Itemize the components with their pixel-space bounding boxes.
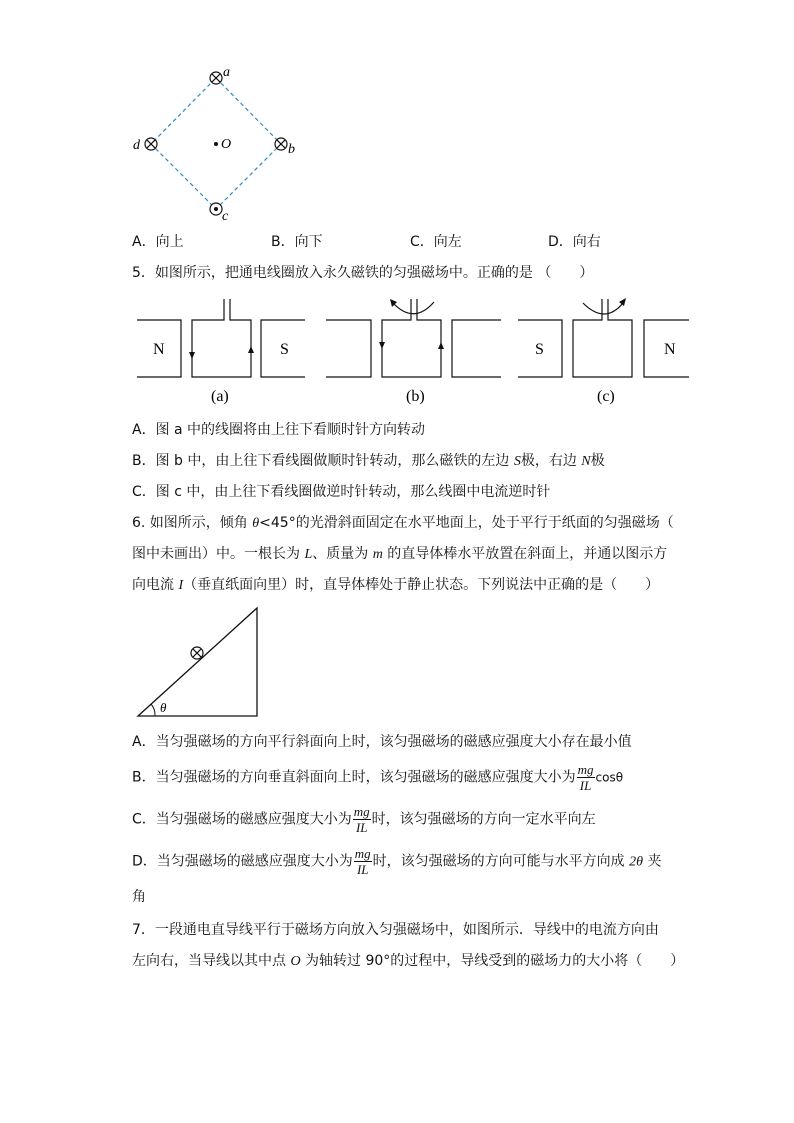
q5-option-b: B．图 b 中，由上往下看线圈做顺时针转动，那么磁铁的左边 S极，右边 N极 — [132, 453, 605, 469]
arrow-down-icon — [379, 342, 385, 349]
wire-b-into-icon — [275, 138, 287, 150]
q5-option-a: A．图 a 中的线圈将由上往下看顺时针方向转动 — [132, 422, 426, 438]
q6-option-b: B．当匀强磁场的方向垂直斜面向上时，该匀强磁场的磁感应强度大小为 $\frac{mg}{IL}$ cosθ — [132, 762, 624, 793]
wire-a-into-icon — [210, 72, 222, 84]
label-o: O — [221, 137, 232, 152]
q6-stem-line1: 6. 如图所示，倾角 θ<45°的光滑斜面固定在水平地面上，处于平行于纸面的匀强磁场（ — [132, 515, 674, 531]
coil-c — [573, 299, 632, 377]
current-into-page-icon — [191, 647, 203, 659]
fraction-mg-il: $\frac{mg}{IL}$ — [353, 804, 370, 835]
q5-stem: 5．如图所示，把通电线圈放入永久磁铁的匀强磁场中。正确的是 （ ） — [132, 265, 594, 281]
arrow-up-icon — [248, 346, 254, 353]
center-dot — [214, 142, 218, 146]
q4-option-d: D．向右 — [548, 234, 601, 250]
q4-option-a: A．向上 — [132, 234, 184, 250]
angle-arc — [151, 704, 155, 716]
q6-stem-line2: 图中未画出）中。一根长为 L、质量为 m 的直导体棒水平放置在斜面上，并通以图示方 — [132, 546, 668, 562]
label-a: a — [223, 65, 230, 80]
q7-stem-line2: 左向右，当导线以其中点 O 为轴转过 90°的过程中，导线受到的磁场力的大小将（ ） — [132, 953, 685, 969]
arrow-down-icon — [189, 352, 195, 359]
rotation-arrow-b-icon — [390, 299, 434, 314]
q5-option-c: C．图 c 中，由上往下看线圈做逆时针转动，那么线圈中电流逆时针 — [132, 484, 551, 500]
label-d: d — [133, 138, 140, 153]
pole-a-left: N — [153, 341, 165, 358]
magnet-b-right — [452, 320, 501, 377]
pole-c-right: N — [664, 341, 676, 358]
q6-option-a: A．当匀强磁场的方向平行斜面向上时，该匀强磁场的磁感应强度大小存在最小值 — [132, 734, 632, 750]
angle-label: θ — [160, 700, 167, 715]
q6-option-d: D．当匀强磁场的磁感应强度大小为 $\frac{mg}{IL}$ 时，该匀强磁场的方向可能与水平方向成 2θ 夹 — [132, 846, 662, 877]
q4-option-b: B．向下 — [271, 234, 323, 250]
fraction-mg-il: $\frac{mg}{IL}$ — [577, 762, 594, 793]
q4-option-c: C．向左 — [410, 234, 462, 250]
incline-triangle — [138, 608, 257, 716]
magnet-b-left — [326, 320, 371, 377]
q6-option-c: C．当匀强磁场的磁感应强度大小为 $\frac{mg}{IL}$ 时，该匀强磁场的方向一定水平向左 — [132, 804, 596, 835]
caption-b: (b) — [406, 388, 425, 405]
q6-option-d-line2: 角 — [132, 889, 146, 905]
q6-stem-line3: 向电流 I（垂直纸面向里）时，直导体棒处于静止状态。下列说法中正确的是（ ） — [132, 577, 660, 593]
label-c: c — [222, 209, 229, 224]
rotation-arrow-c-icon — [583, 298, 626, 314]
caption-a: (a) — [211, 388, 229, 405]
coil-a — [192, 299, 251, 377]
wire-c-out-icon — [210, 203, 222, 215]
fraction-mg-il: $\frac{mg}{IL}$ — [354, 846, 371, 877]
pole-c-left: S — [535, 341, 544, 358]
label-b: b — [288, 142, 295, 157]
pole-a-right: S — [280, 341, 289, 358]
wire-d-into-icon — [145, 138, 157, 150]
q6-figure — [135, 605, 265, 720]
q4-figure — [130, 62, 310, 222]
arrow-up-icon — [438, 342, 444, 349]
coil-b — [382, 299, 441, 377]
q5-figure — [135, 290, 695, 410]
caption-c: (c) — [597, 388, 615, 405]
q7-stem-line1: 7．一段通电直导线平行于磁场方向放入匀强磁场中，如图所示．导线中的电流方向由 — [132, 922, 659, 938]
